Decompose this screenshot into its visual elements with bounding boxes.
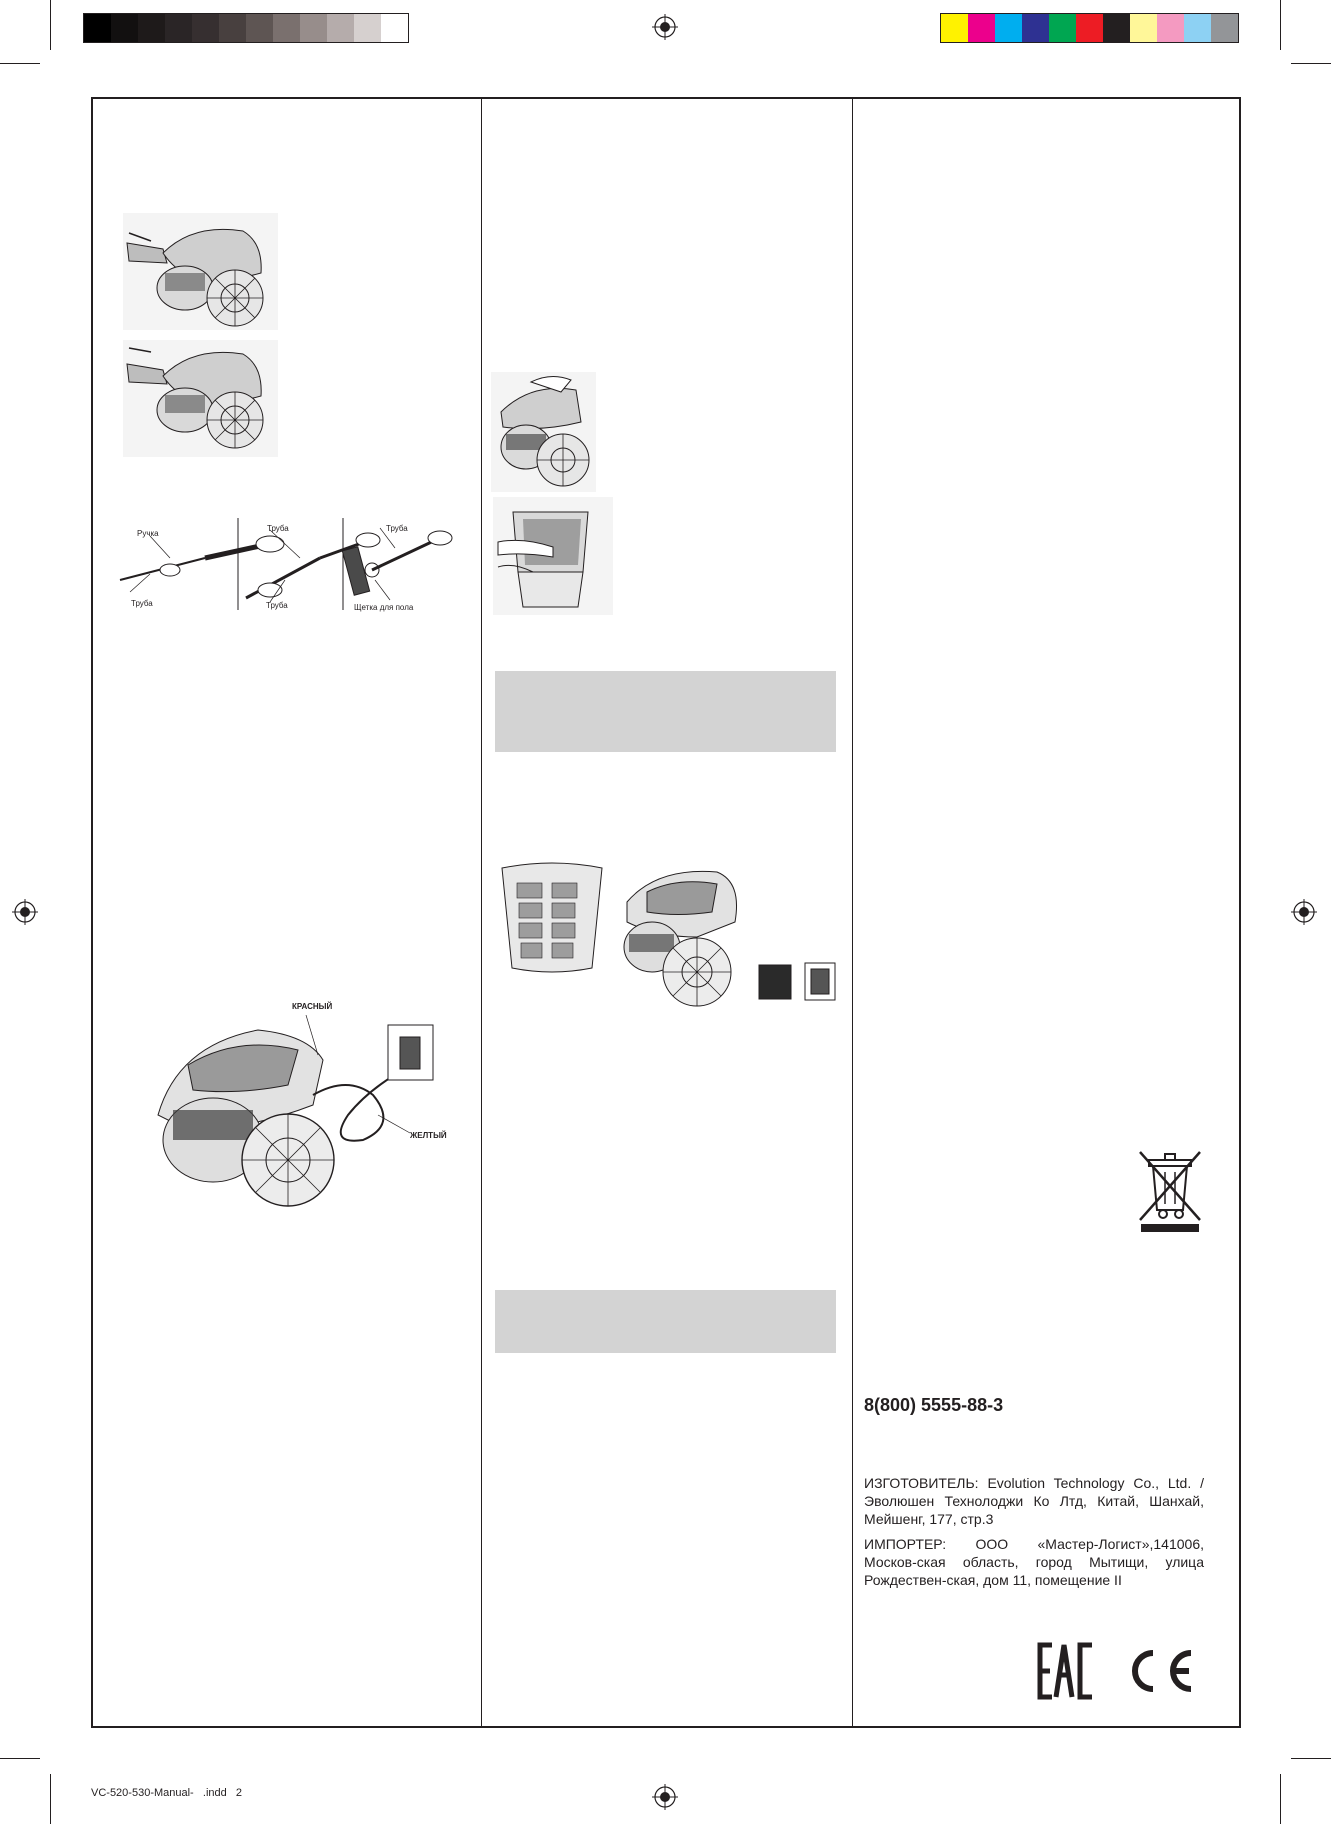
gray-swatch: [300, 14, 327, 42]
hepa-filter-illustration: [497, 858, 607, 973]
color-swatch: [995, 14, 1022, 42]
registration-mark-icon: [12, 899, 38, 925]
hotline-phone: 8(800) 5555-88-3: [864, 1395, 1004, 1415]
crop-mark: [50, 0, 51, 50]
gray-swatch: [165, 14, 192, 42]
color-swatch: [1049, 14, 1076, 42]
color-calibration-bar: [940, 13, 1239, 43]
crop-mark: [0, 63, 40, 64]
foam-filters-illustration: [757, 961, 839, 1003]
grayscale-calibration-bar: [83, 13, 409, 43]
tube-label: Труба: [266, 601, 288, 610]
crop-mark: [50, 1774, 51, 1824]
manufacturer-info: ИЗГОТОВИТЕЛЬ: Evolution Technology Co., Ltd. / Эволюшен Технолоджи Ко Лтд, Китай, Шанхай, Мейшенг, 177, стр.3: [864, 1475, 1204, 1527]
column-divider: [852, 97, 853, 1728]
ce-mark-icon: [1123, 1647, 1195, 1695]
gray-swatch: [327, 14, 354, 42]
note-box: [495, 671, 836, 752]
filter-cleaning-illustration: [493, 497, 613, 615]
tube-label: Труба: [267, 524, 289, 533]
color-swatch: [1076, 14, 1103, 42]
power-cord-illustration: [148, 1015, 448, 1210]
crop-mark: [1280, 1774, 1281, 1824]
gray-swatch: [246, 14, 273, 42]
handle-label: Ручка: [137, 529, 159, 538]
gray-swatch: [138, 14, 165, 42]
note-box: [495, 1290, 836, 1353]
color-swatch: [1211, 14, 1238, 42]
gray-swatch: [219, 14, 246, 42]
crop-mark: [1291, 63, 1331, 64]
yellow-wire-label: ЖЕЛТЫЙ: [410, 1131, 447, 1140]
file-name-slug: VC-520-530-Manual- .indd 2: [91, 1787, 243, 1799]
color-swatch: [1157, 14, 1184, 42]
tube-label: Труба: [386, 524, 408, 533]
weee-crossed-bin-icon: [1135, 1148, 1205, 1234]
container-removal-illustration: [491, 372, 596, 492]
vacuum-filters-illustration: [617, 862, 753, 1012]
crop-mark: [0, 1758, 40, 1759]
color-swatch: [1184, 14, 1211, 42]
gray-swatch: [381, 14, 408, 42]
registration-mark-icon: [652, 14, 678, 40]
crop-mark: [1291, 1758, 1331, 1759]
tube-label: Труба: [131, 599, 153, 608]
gray-swatch: [84, 14, 111, 42]
red-wire-label: КРАСНЫЙ: [292, 1002, 333, 1011]
color-swatch: [1103, 14, 1130, 42]
hose-remove-illustration: [123, 340, 278, 457]
color-swatch: [968, 14, 995, 42]
gray-swatch: [273, 14, 300, 42]
gray-swatch: [111, 14, 138, 42]
importer-info: ИМПОРТЕР: ООО «Мастер-Логист»,141006, Москов-ская область, город Мытищи, улица Рождествен-ская, дом 11, помещение II: [864, 1536, 1204, 1588]
registration-mark-icon: [1291, 899, 1317, 925]
gray-swatch: [354, 14, 381, 42]
gray-swatch: [192, 14, 219, 42]
eac-mark-icon: [1036, 1641, 1096, 1701]
registration-mark-icon: [652, 1784, 678, 1810]
floor-brush-label: Щетка для пола: [354, 603, 414, 612]
crop-mark: [1280, 0, 1281, 50]
column-divider: [481, 97, 482, 1728]
hose-insert-illustration: [123, 213, 278, 330]
color-swatch: [1130, 14, 1157, 42]
color-swatch: [1022, 14, 1049, 42]
color-swatch: [941, 14, 968, 42]
